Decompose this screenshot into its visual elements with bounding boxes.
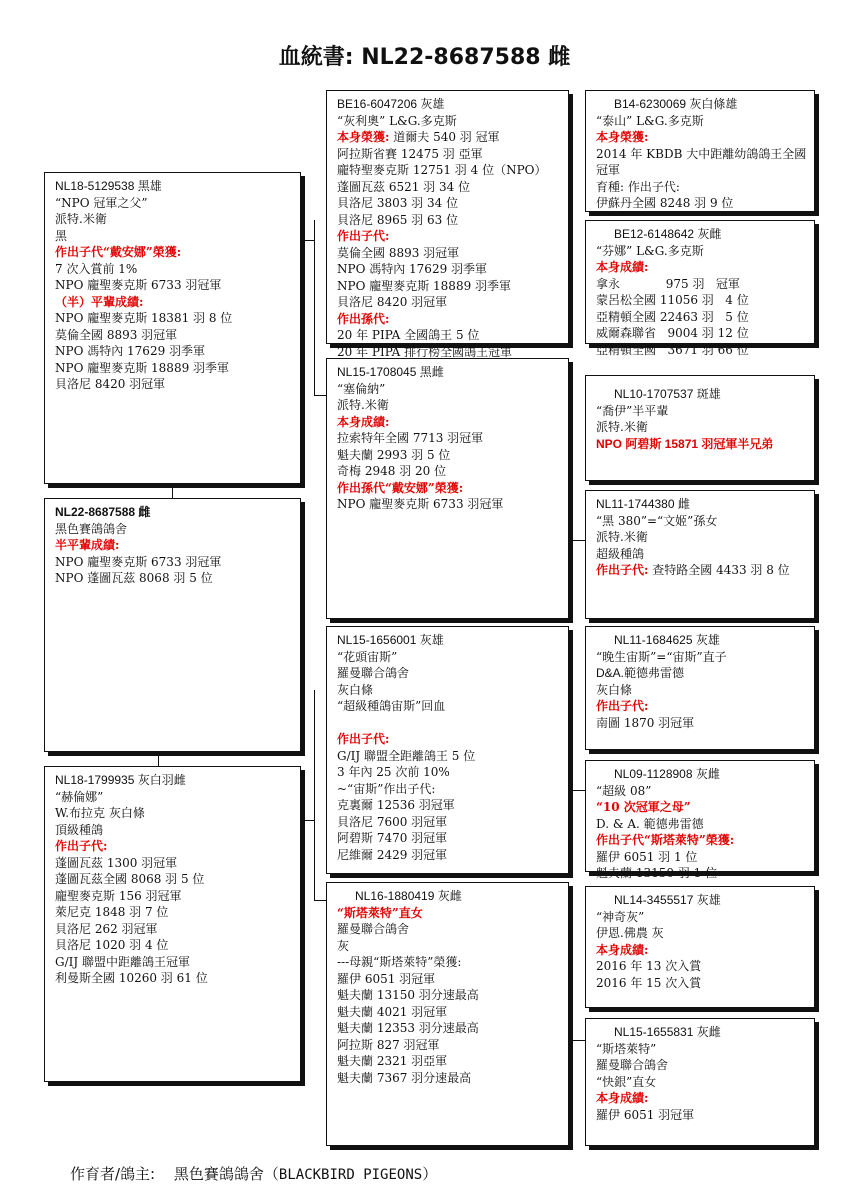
- result-line: 貝洛尼 262 羽冠軍: [55, 921, 158, 936]
- section-heading: 作出子代:: [55, 839, 108, 853]
- result-line: 莫倫全國 8893 羽冠軍: [337, 245, 460, 260]
- result-line: 查特路全國 4433 羽 8 位: [648, 563, 790, 577]
- result-line: 貝洛尼 8420 羽冠軍: [337, 295, 448, 309]
- result-line: 2014 年 KBDB 大中距離幼鴿鴿王全國: [596, 146, 807, 161]
- result-line: NPO 龐聖麥克斯 18889 羽季軍: [337, 278, 512, 293]
- note: 超級種鴿: [596, 546, 645, 561]
- result-line: G/IJ 聯盟全距離鴿王 5 位: [337, 748, 476, 763]
- ring-number: NL11-1684625 灰雄: [614, 633, 720, 647]
- result-line: NPO 龐聖麥克斯 18381 羽 8 位: [55, 311, 233, 325]
- result-line: 萊尼克 1848 羽 7 位: [55, 905, 169, 919]
- section-heading: 作出孫代:: [337, 311, 390, 326]
- result-line: 亞精頓全國 22463 羽 5 位: [596, 309, 749, 324]
- breeder: 伊恩.佛農 灰: [596, 926, 664, 940]
- result-line: 利曼斯全國 10260 羽 61 位: [55, 971, 208, 985]
- breeder: 派特.米衛: [596, 530, 648, 544]
- section-heading: 本身成績:: [596, 260, 649, 274]
- sdd-box: [585, 490, 815, 619]
- connector-line: [314, 395, 326, 396]
- sss-box: [585, 90, 815, 212]
- color: 黑: [55, 228, 68, 243]
- connector-line: [569, 690, 570, 790]
- ring-number: NL15-1656001 灰雄: [337, 633, 444, 647]
- note: “快銀”直女: [596, 1074, 657, 1089]
- result-line: 貝洛尼 1020 羽 4 位: [55, 938, 169, 952]
- color: 灰白條: [337, 682, 374, 697]
- result-line: 蓬圖瓦茲 6521 羽 34 位: [337, 179, 471, 194]
- sire-sire-box: [326, 90, 569, 359]
- result-line: 蒙呂松全國 11056 羽 4 位: [596, 293, 749, 307]
- result-line: 2016 年 13 次入賞: [596, 959, 702, 973]
- breeder: 黑色賽鴿鴿舍: [55, 521, 128, 536]
- color: 灰: [337, 938, 350, 953]
- result-line: 3 年內 25 次前 10%: [337, 765, 450, 779]
- ring-number: NL10-1707537 斑雄: [614, 387, 721, 401]
- footer: [70, 1163, 437, 1184]
- result-line: 阿拉斯 827 羽冠軍: [337, 1037, 440, 1052]
- page-title: 血統書: NL22-8687588 雌: [278, 45, 571, 70]
- section-heading: （半）平輩成績:: [55, 294, 144, 309]
- ring-number: NL15-1708045 黑雌: [337, 365, 444, 379]
- section-heading: 作出子代:: [337, 732, 390, 746]
- section-heading: 作出子代“斯塔萊特”榮獲:: [596, 833, 735, 847]
- result-line: 阿拉斯省賽 12475 羽 亞軍: [337, 146, 483, 161]
- connector-line: [300, 820, 314, 821]
- dsd-box: [585, 760, 815, 880]
- result-line: 魁夫蘭 12353 羽分速最高: [337, 1021, 479, 1035]
- pigeon-name: “灰利奧” L&G.多克斯: [337, 113, 457, 128]
- section-heading: 本身成績:: [596, 1091, 649, 1105]
- sire-dam-box: [326, 358, 569, 619]
- result-line: 蓬圖瓦茲 1300 羽冠軍: [55, 855, 178, 870]
- section-heading: 作出孫代“戴安娜”榮獲:: [337, 480, 464, 495]
- section-heading: 作出子代“戴安娜”榮獲:: [55, 245, 182, 259]
- result-line: NPO 龐聖麥克斯 6733 羽冠軍: [55, 278, 222, 292]
- pigeon-name: “塞倫納”: [337, 381, 386, 396]
- ssd-box: [585, 220, 815, 357]
- result-line: 羅伊 6051 羽冠軍: [337, 971, 436, 986]
- pigeon-name: “芬娜” L&G.多克斯: [596, 243, 704, 258]
- pigeon-name: “泰山” L&G.多克斯: [596, 113, 704, 128]
- result-line: 南圖 1870 羽冠軍: [596, 715, 695, 730]
- result-line: 冠軍: [596, 163, 621, 177]
- connector-line: [314, 690, 315, 900]
- result-line: 魁夫蘭 2993 羽 5 位: [337, 447, 451, 462]
- ring-number: NL18-1799935 灰白羽雌: [55, 773, 186, 787]
- result-line: 尼維爾 2429 羽冠軍: [337, 847, 448, 862]
- breeder: D&A.範德弗雷德: [596, 666, 685, 680]
- connector-line: [569, 540, 585, 541]
- result-line: 伊蘇丹全國 8248 羽 9 位: [596, 196, 734, 210]
- dam-dam-box: [326, 882, 569, 1146]
- pigeon-name: “NPO 冠軍之父”: [55, 195, 148, 210]
- breeder: 羅曼聯合鴿舍: [337, 666, 410, 680]
- result-line: NPO 馮特內 17629 羽季軍: [55, 344, 206, 358]
- pigeon-name: “神奇灰”: [596, 909, 645, 924]
- result-line: 貝洛尼 8420 羽冠軍: [55, 377, 166, 391]
- result-line: NPO 龐聖麥克斯 18889 羽季軍: [55, 360, 230, 375]
- section-heading: 作出子代:: [596, 563, 649, 577]
- connector-line: [569, 450, 570, 540]
- result-line: 羅伊 6051 羽 1 位: [596, 849, 698, 864]
- ring-number: BE16-6047206 灰雄: [337, 97, 445, 111]
- connector-line: [314, 220, 315, 395]
- result-line: 莫倫全國 8893 羽冠軍: [55, 327, 178, 342]
- result-line: 20 年 PIPA 全國鴿王 5 位: [337, 328, 480, 342]
- ring-number: NL15-1655831 灰雌: [614, 1025, 721, 1039]
- result-line: NPO 馮特內 17629 羽季軍: [337, 262, 488, 276]
- ring-number: BE12-6148642 灰雌: [614, 227, 722, 241]
- result-line: 魁夫蘭 7367 羽分速最高: [337, 1070, 472, 1085]
- result-line: 魁夫蘭 13150 羽 1 位: [596, 866, 718, 880]
- pigeon-name: “花頭宙斯”: [337, 649, 398, 664]
- dam-sire-box: [326, 626, 569, 874]
- result-line: 魁夫蘭 4021 羽冠軍: [337, 1004, 448, 1019]
- result-line: 貝洛尼 3803 羽 34 位: [337, 196, 459, 210]
- subject-box: [44, 498, 301, 752]
- connector-line: [158, 752, 159, 766]
- section-heading: 本身成績:: [337, 414, 390, 429]
- pigeon-name: “斯塔萊特”直女: [337, 905, 423, 920]
- dss-box: [585, 626, 815, 750]
- note: “超級種鴿宙斯”回血: [337, 699, 446, 713]
- result-line: 羅伊 6051 羽冠軍: [596, 1107, 695, 1122]
- result-line: 魁夫蘭 2321 羽亞軍: [337, 1054, 448, 1068]
- result-line: 20 年 PIPA 排行榜全國鴿王冠軍: [337, 344, 513, 359]
- footer-owner-en: BLACKBIRD PIGEONS: [278, 1167, 423, 1183]
- result-line: 育種: 作出子代:: [596, 179, 680, 194]
- connector-line: [569, 930, 570, 1040]
- ring-number: NL11-1744380 雌: [596, 497, 690, 511]
- result-line: 2016 年 15 次入賞: [596, 975, 702, 990]
- result-line: 貝洛尼 8965 羽 63 位: [337, 212, 459, 227]
- connector-line: [569, 1040, 585, 1041]
- spacer: [337, 715, 560, 732]
- section-heading: 半平輩成績:: [55, 538, 120, 552]
- result-line: NPO 阿碧斯 15871 羽冠軍半兄弟: [596, 436, 774, 451]
- pigeon-name: “晚生宙斯”=“宙斯”直子: [596, 649, 727, 664]
- title-badge: “10 次冠軍之母”: [596, 800, 691, 814]
- color: 灰白條: [596, 682, 633, 697]
- breeder: 羅曼聯合鴿舍: [337, 922, 410, 936]
- section-heading: 作出子代:: [337, 229, 390, 243]
- result-line: 龐聖麥克斯 156 羽冠軍: [55, 888, 182, 903]
- ring-number: B14-6230069 灰白條雄: [614, 97, 738, 111]
- breeder: 派特.米衛: [596, 420, 648, 434]
- result-line: ~“宙斯”作出子代:: [337, 781, 436, 796]
- result-line: 克裏爾 12536 羽冠軍: [337, 798, 455, 812]
- breeder: W.布拉克 灰白條: [55, 806, 145, 820]
- result-line: 貝洛尼 7600 羽冠軍: [337, 814, 448, 829]
- ring-number: NL14-3455517 灰雄: [614, 893, 721, 907]
- connector-line: [569, 790, 585, 791]
- result-line: 奇梅 2948 羽 20 位: [337, 464, 447, 478]
- result-line: 阿碧斯 7470 羽冠軍: [337, 831, 448, 845]
- ddd-box: [585, 1018, 815, 1146]
- result-line: G/IJ 聯盟中距離鴿王冠軍: [55, 954, 190, 969]
- result-line: 道爾夫 540 羽 冠軍: [389, 130, 500, 144]
- ring-number: NL18-5129538 黑雄: [55, 179, 162, 193]
- result-line: 龐特聖麥克斯 12751 羽 4 位（NPO）: [337, 163, 547, 177]
- result-line: 拉索特年全國 7713 羽冠軍: [337, 431, 484, 445]
- note: 頂級種鴿: [55, 822, 104, 837]
- footer-label: 作育者/鴿主:: [70, 1165, 156, 1183]
- ring-number: NL22-8687588 雌: [55, 505, 151, 519]
- connector-line: [314, 900, 326, 901]
- result-line: 蓬圖瓦茲全國 8068 羽 5 位: [55, 872, 205, 886]
- section-heading: 本身成績:: [596, 942, 649, 957]
- breeder: 派特.米衛: [337, 398, 389, 412]
- result-line: NPO 龐聖麥克斯 6733 羽冠軍: [55, 554, 222, 569]
- pigeon-name: “喬伊”半平輩: [596, 403, 669, 418]
- breeder: 派特.米衛: [55, 212, 107, 226]
- breeder: 羅曼聯合鴿舍: [596, 1058, 669, 1072]
- connector-line: [300, 240, 314, 241]
- connector-line: [569, 170, 570, 280]
- sds-box: [585, 375, 815, 481]
- connector-line: [172, 484, 173, 498]
- result-line: 魁夫蘭 13150 羽分速最高: [337, 988, 479, 1002]
- ring-number: NL16-1880419 灰雌: [355, 889, 462, 903]
- pigeon-name: “超級 08”: [596, 783, 652, 798]
- breeder: D. & A. 範德弗雷德: [596, 816, 704, 831]
- footer-owner: 黑色賽鴿鴿舍（: [173, 1165, 279, 1183]
- dam-box: [44, 766, 301, 1082]
- dds-box: [585, 886, 815, 1008]
- result-line: NPO 龐聖麥克斯 6733 羽冠軍: [337, 497, 504, 511]
- result-line: 亞精頓全國 3671 羽 66 位: [596, 342, 749, 357]
- section-heading: 本身榮獲:: [596, 130, 649, 144]
- section-heading: ---母親“斯塔萊特”榮獲:: [337, 955, 462, 969]
- pigeon-name: “黑 380”=“文姬”孫女: [596, 513, 718, 528]
- result-line: 威爾森聯省 9004 羽 12 位: [596, 326, 749, 340]
- footer-close: ）: [422, 1165, 438, 1183]
- section-heading: 作出子代:: [596, 699, 649, 713]
- ring-number: NL09-1128908 灰雌: [614, 767, 720, 781]
- result-line: 拿永 975 羽 冠軍: [596, 276, 740, 291]
- pigeon-name: “斯塔萊特”: [596, 1041, 657, 1056]
- result-line: 7 次入賞前 1%: [55, 261, 138, 276]
- section-heading: 本身榮獲:: [337, 130, 390, 144]
- sire-box: [44, 172, 301, 484]
- pigeon-name: “赫倫娜”: [55, 789, 104, 804]
- result-line: NPO 蓬圖瓦茲 8068 羽 5 位: [55, 571, 213, 585]
